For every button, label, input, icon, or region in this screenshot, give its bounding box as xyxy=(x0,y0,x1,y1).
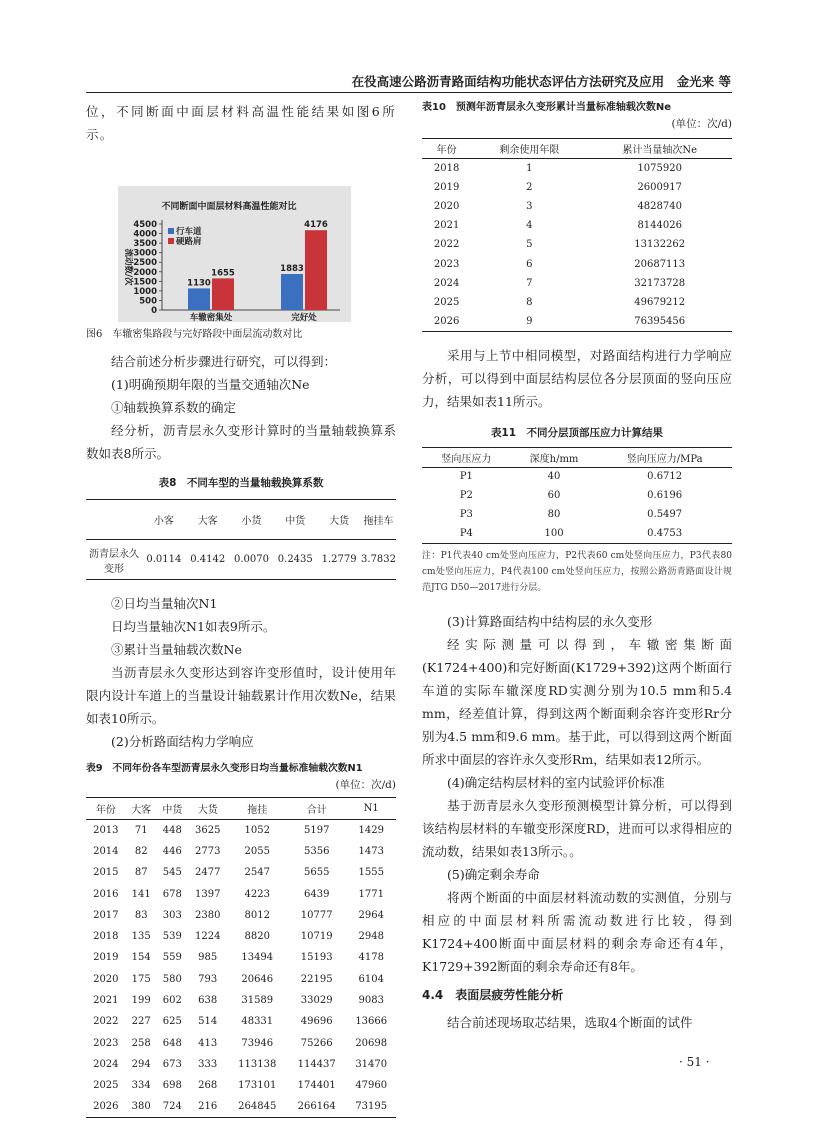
table-cell: 227 xyxy=(131,1016,151,1028)
table-cell: 2024 xyxy=(433,277,460,289)
table-cell: 80 xyxy=(547,509,561,521)
table-row xyxy=(422,486,732,505)
table-row xyxy=(86,1054,396,1075)
table-row xyxy=(86,947,396,968)
table-cell: 2021 xyxy=(433,220,460,232)
table-cell: 87 xyxy=(134,867,148,879)
table-header-cell: 合计 xyxy=(306,805,327,816)
table-cell: 985 xyxy=(198,952,218,964)
table-cell: 0.4142 xyxy=(190,554,226,565)
table-cell: 0.2435 xyxy=(277,554,313,565)
table-cell: 8012 xyxy=(244,909,270,921)
table-9 xyxy=(86,797,396,1118)
table-cell: 4223 xyxy=(244,888,270,900)
y-tick-label: 500 xyxy=(139,296,157,307)
table-cell: 698 xyxy=(162,1080,182,1092)
table-cell: 2023 xyxy=(93,1037,119,1049)
table-cell: 174401 xyxy=(297,1080,336,1092)
paragraph: (1)明确预期年限的当量交通轴次Ne xyxy=(111,377,310,392)
table-cell: 8 xyxy=(526,296,533,308)
table-cell: 2026 xyxy=(433,315,460,327)
y-tick-label: 3500 xyxy=(133,239,157,250)
table-cell: 2018 xyxy=(93,931,119,943)
table-cell: 13666 xyxy=(355,1016,388,1028)
table-cell: 3 xyxy=(526,200,533,212)
paragraph: 基于沥青层永久变形预测模型计算分析，可以得到该结构层材料的车辙变形深度RD，进而可以求得相应的流动数，结果如表13所示。。 xyxy=(422,797,732,859)
section-heading: 4.4 表面层疲劳性能分析 xyxy=(422,987,564,1002)
table-cell: 5197 xyxy=(303,824,330,836)
table-cell: 20646 xyxy=(241,973,274,985)
table-cell: 2017 xyxy=(93,909,119,921)
table-header-cell: 小客 xyxy=(153,516,174,527)
paragraph: ③累计当量轴载次数Ne xyxy=(111,642,242,657)
bar xyxy=(305,230,327,310)
running-header: 在役高速公路沥青路面结构功能状态评估方法研究及应用 金光来 等 xyxy=(351,74,731,89)
y-tick-label: 4000 xyxy=(133,229,157,240)
table-header-cell: 剩余使用年限 xyxy=(499,145,560,156)
table-row xyxy=(422,312,732,331)
table-header-cell: 拖挂 xyxy=(247,805,268,816)
table-cell: 2023 xyxy=(433,258,460,270)
legend-label: 行车道 xyxy=(176,227,202,237)
table-cell: 2773 xyxy=(194,845,221,857)
table-row xyxy=(86,883,396,904)
table-cell: 2964 xyxy=(358,909,384,921)
table-cell: 2020 xyxy=(433,200,460,212)
table-header-cell: 竖向压应力 xyxy=(441,453,492,465)
table-cell: 380 xyxy=(131,1101,151,1113)
table-cell: 114437 xyxy=(297,1058,336,1070)
table-cell: 559 xyxy=(162,952,182,964)
bar-value-label: 1130 xyxy=(187,278,211,289)
table-cell: 446 xyxy=(162,845,182,857)
legend-label: 硬路肩 xyxy=(176,237,202,247)
table-cell: 2018 xyxy=(433,162,460,174)
x-tick-label: 车辙密集处 xyxy=(189,313,233,323)
bar-value-label: 1883 xyxy=(280,264,304,275)
table-cell: 141 xyxy=(131,888,151,900)
header-rule xyxy=(86,92,732,93)
table-cell: 20698 xyxy=(355,1037,388,1049)
paragraph: ②日均当量轴次N1 xyxy=(111,596,218,611)
page-number: · 51 · xyxy=(679,1055,710,1069)
table-cell: 83 xyxy=(134,909,148,921)
table-cell: 5 xyxy=(526,239,533,251)
table-cell: 0.5497 xyxy=(647,509,683,521)
table-cell: 1 xyxy=(526,162,533,174)
table-row xyxy=(422,254,732,273)
table-cell: 625 xyxy=(162,1016,182,1028)
bar-value-label: 1655 xyxy=(211,268,235,279)
table-cell: 2026 xyxy=(93,1101,119,1113)
table-cell: 2013 xyxy=(93,824,119,836)
table-cell: 173101 xyxy=(238,1080,277,1092)
table-cell: 580 xyxy=(162,973,182,985)
table-cell: 33029 xyxy=(300,995,333,1007)
table-cell: 2022 xyxy=(433,239,460,251)
table-cell: 1473 xyxy=(358,845,384,857)
y-tick-label: 2500 xyxy=(133,258,157,269)
table-9-caption: 表9 不同年份各车型沥青层永久变形日均当量标准轴载次数N1 xyxy=(86,763,363,774)
table-cell: 135 xyxy=(131,931,151,943)
table-cell: 334 xyxy=(131,1080,151,1092)
table-11-note: 注：P1代表40 cm处竖向压应力，P2代表60 cm处竖向压应力，P3代表80 cm处竖向压应力，P4代表100 cm处竖向压应力，按照公路沥青路面设计规范JTG D50—2017进行分层。 xyxy=(422,550,732,593)
table-cell: 4828740 xyxy=(637,200,682,212)
table-header-cell: 深度h/mm xyxy=(529,453,579,465)
table-cell: 448 xyxy=(162,824,182,836)
table-cell: 47960 xyxy=(355,1080,388,1092)
table-cell: 2477 xyxy=(194,867,221,879)
table-cell: P4 xyxy=(459,527,473,539)
table-header-cell: 中货 xyxy=(162,805,183,816)
right-column xyxy=(422,100,732,1034)
table-cell: 7 xyxy=(526,277,533,289)
table-cell: 2600917 xyxy=(637,181,682,193)
table-cell: 75266 xyxy=(300,1037,333,1049)
table-cell: 0.6712 xyxy=(647,471,683,483)
table-cell: 2380 xyxy=(194,909,221,921)
table-cell: 5356 xyxy=(303,845,330,857)
table-cell: 1075920 xyxy=(637,162,682,174)
intro-paragraph: 位，不同断面中面层材料高温性能结果如图6所示。 xyxy=(86,104,396,142)
table-8 xyxy=(86,499,396,580)
paragraph: ①轴载换算系数的确定 xyxy=(111,400,237,415)
table-cell: 638 xyxy=(198,995,218,1007)
table-row xyxy=(86,1096,396,1117)
table-cell: 294 xyxy=(131,1058,151,1070)
table-cell: 32173728 xyxy=(634,277,686,289)
table-cell: 2020 xyxy=(93,973,119,985)
table-11-caption: 表11 不同分层顶部压应力计算结果 xyxy=(490,426,664,439)
table-cell: 2025 xyxy=(433,296,460,308)
table-cell: 13132262 xyxy=(634,239,686,251)
table-cell: 71 xyxy=(134,824,148,836)
paragraph: 经实际测量可以得到，车辙密集断面(K1724+400)和完好断面(K1729+392)这两个断面行车道的实际车辙深度RD实测分别为10.5 mm和5.4 mm，经差值计算，得到这两个断面剩余容许变形Rr分别为4.5 mm和9.6 mm。基于此，可以得到这两个断面所求中面层的容许永久变形Rm，结果如表12所示。 xyxy=(422,636,732,767)
table-cell: 113138 xyxy=(238,1058,277,1070)
table-row xyxy=(86,820,396,841)
table-cell: 0.0114 xyxy=(146,554,182,565)
paragraph: (3)计算路面结构中结构层的永久变形 xyxy=(447,613,653,629)
table-row xyxy=(86,862,396,883)
table-row xyxy=(422,197,732,216)
table-cell: 2014 xyxy=(93,845,119,857)
table-cell: 264845 xyxy=(238,1101,277,1113)
table-cell: 2024 xyxy=(93,1058,119,1070)
table-cell: 1.2779 xyxy=(321,554,357,565)
table-row xyxy=(86,1011,396,1032)
paragraph: 结合前述分析步骤进行研究，可以得到： xyxy=(111,354,337,369)
x-tick-label: 完好处 xyxy=(291,313,317,323)
table-cell: 1771 xyxy=(358,888,384,900)
table-cell: 1052 xyxy=(244,824,270,836)
figure-6-caption: 图6 车辙密集路段与完好路段中面层流动数对比 xyxy=(86,329,303,340)
table-cell: 100 xyxy=(544,527,564,539)
table-cell: 22195 xyxy=(300,973,333,985)
paragraph: 结合前述现场取芯结果，选取4个断面的试件 xyxy=(447,1014,693,1030)
table-row xyxy=(422,524,732,543)
table-header-cell: 大货 xyxy=(197,805,218,816)
y-axis-label: 流动数/次 xyxy=(123,248,133,286)
legend-swatch xyxy=(168,238,174,244)
table-row xyxy=(86,969,396,990)
table-cell: 2021 xyxy=(93,995,119,1007)
table-cell: 10777 xyxy=(300,909,333,921)
table-cell: P3 xyxy=(459,509,473,521)
table-header-cell: 累计当量轴次Ne xyxy=(622,145,698,156)
table-cell: 1429 xyxy=(358,824,384,836)
paragraph: 采用与上节中相同模型，对路面结构进行力学响应分析，可以得到中面层结构层位各分层顶面的竖向压应力，结果如表11所示。 xyxy=(422,347,732,409)
table-cell: 6 xyxy=(526,258,533,270)
table-11 xyxy=(422,447,732,544)
table-cell: 49696 xyxy=(300,1016,333,1028)
table-cell: 0.0070 xyxy=(233,554,269,565)
y-tick-label: 4500 xyxy=(133,220,157,230)
table-cell: 258 xyxy=(131,1037,151,1049)
table-cell: 724 xyxy=(162,1101,182,1113)
paragraph: 将两个断面的中面层材料流动数的实测值，分别与相应的中面层材料所需流动数进行比较，得到K1724+400断面中面层材料的剩余寿命还有4年，K1729+392断面的剩余寿命还有8年。 xyxy=(422,889,732,974)
table-cell: 9083 xyxy=(358,995,384,1007)
table-cell: 539 xyxy=(162,931,182,943)
table-cell: 175 xyxy=(131,973,151,985)
table-cell: 154 xyxy=(131,952,151,964)
y-tick-label: 0 xyxy=(151,306,157,316)
table-cell: 648 xyxy=(162,1037,182,1049)
paragraph: 日均当量轴次N1如表9所示。 xyxy=(111,619,276,634)
table-cell: 2025 xyxy=(93,1080,119,1092)
table-row xyxy=(422,274,732,293)
table-cell: 545 xyxy=(162,867,182,879)
table-row xyxy=(422,235,732,254)
y-tick-label: 1500 xyxy=(133,277,157,288)
paragraph: (2)分析路面结构力学响应 xyxy=(111,734,254,749)
table-cell: 76395456 xyxy=(634,315,686,327)
table-cell: 1555 xyxy=(358,867,384,879)
table-cell: 678 xyxy=(162,888,182,900)
table-cell: P1 xyxy=(459,471,473,483)
table-header-cell: 小货 xyxy=(241,516,262,527)
table-cell: 49679212 xyxy=(634,296,686,308)
table-header-cell: 年份 xyxy=(436,145,457,156)
table-cell: 40 xyxy=(547,471,561,483)
table-cell: 60 xyxy=(547,490,561,502)
table-cell: 73946 xyxy=(241,1037,274,1049)
table-cell: 0.4753 xyxy=(647,527,683,539)
table-cell: 6439 xyxy=(303,888,330,900)
table-header-cell: N1 xyxy=(363,803,379,814)
table-header-cell: 拖挂车 xyxy=(363,516,394,527)
table-cell: 2948 xyxy=(358,931,384,943)
bar xyxy=(188,288,210,310)
table-cell: 1397 xyxy=(194,888,221,900)
paragraph: (4)确定结构层材料的室内试验评价标准 xyxy=(447,774,665,790)
table-header-cell: 竖向压应力/MPa xyxy=(626,453,703,465)
table-cell: 303 xyxy=(162,909,182,921)
table-cell: 31470 xyxy=(355,1058,388,1070)
table-cell: 3625 xyxy=(194,824,221,836)
table-10-caption: 表10 预测年沥青层永久变形累计当量标准轴载次数Ne xyxy=(422,102,672,113)
paragraph: 当沥青层永久变形达到容许变形值时，设计使用年限内设计车道上的当量设计轴载累计作用次数Ne，结果如表10所示。 xyxy=(86,665,396,726)
table-cell: 73195 xyxy=(355,1101,388,1113)
y-tick-label: 3000 xyxy=(133,248,157,259)
legend-swatch xyxy=(168,228,174,234)
table-cell: 48331 xyxy=(241,1016,274,1028)
table-row xyxy=(86,990,396,1011)
table-cell: 673 xyxy=(162,1058,182,1070)
table-cell: 6104 xyxy=(358,973,384,985)
table-cell: 9 xyxy=(526,315,533,327)
table-cell: 4 xyxy=(526,220,533,232)
table-cell: 15193 xyxy=(300,952,333,964)
table-cell: 2 xyxy=(526,181,533,193)
flow-number-chart xyxy=(86,146,396,326)
table-cell: 793 xyxy=(198,973,218,985)
left-column xyxy=(86,100,396,1118)
table-header-cell: 大客 xyxy=(131,805,152,816)
table-cell: 82 xyxy=(134,845,148,857)
table-cell: 13494 xyxy=(241,952,274,964)
table-cell: 31589 xyxy=(241,995,274,1007)
chart-title: 不同断面中面层材料高温性能对比 xyxy=(161,202,297,212)
paragraph: 经分析，沥青层永久变形计算时的当量轴载换算系数如表8所示。 xyxy=(86,423,396,461)
y-tick-label: 2000 xyxy=(133,267,157,278)
bar xyxy=(212,278,234,310)
table-header-cell: 年份 xyxy=(95,805,116,816)
table-cell: 216 xyxy=(198,1101,218,1113)
table-cell: 2055 xyxy=(244,845,270,857)
table-10 xyxy=(422,138,732,332)
table-header-cell xyxy=(86,500,142,540)
table-9-unit: (单位：次/d) xyxy=(335,779,396,791)
bar xyxy=(281,274,303,310)
table-header-cell: 大货 xyxy=(329,516,350,527)
table-cell: 268 xyxy=(198,1080,218,1092)
table-row xyxy=(422,216,732,235)
paragraph: (5)确定剩余寿命 xyxy=(447,866,540,882)
table-cell: 2016 xyxy=(93,888,119,900)
table-row xyxy=(86,1032,396,1053)
table-cell: P2 xyxy=(459,490,473,502)
table-cell: 8144026 xyxy=(637,220,682,232)
table-header-cell: 大客 xyxy=(197,516,218,527)
table-cell: 4178 xyxy=(358,952,384,964)
table-cell: 333 xyxy=(198,1058,218,1070)
table-cell: 2019 xyxy=(433,181,460,193)
table-row xyxy=(422,293,732,312)
table-10-unit: (单位：次/d) xyxy=(671,118,732,130)
table-cell: 5655 xyxy=(303,867,330,879)
table-cell: 3.7832 xyxy=(361,554,396,565)
table-cell: 1224 xyxy=(194,931,221,943)
table-row xyxy=(86,1075,396,1096)
table-header-cell: 中货 xyxy=(285,516,306,527)
table-cell: 2022 xyxy=(93,1016,119,1028)
table-cell: 602 xyxy=(162,995,182,1007)
table-row xyxy=(422,505,732,524)
table-row xyxy=(86,926,396,947)
table-cell: 413 xyxy=(198,1037,218,1049)
table-cell: 2015 xyxy=(93,867,119,879)
table-row xyxy=(422,467,732,486)
table-cell: 2019 xyxy=(93,952,119,964)
bar-value-label: 4176 xyxy=(304,220,328,231)
table-cell: 20687113 xyxy=(634,258,686,270)
table-cell: 199 xyxy=(131,995,151,1007)
table-cell: 沥青层永久变形 xyxy=(89,548,139,575)
table-cell: 10719 xyxy=(300,931,333,943)
table-cell: 0.6196 xyxy=(647,490,683,502)
table-row xyxy=(86,841,396,862)
table-row xyxy=(422,178,732,197)
table-cell: 514 xyxy=(198,1016,218,1028)
figure-6 xyxy=(86,146,396,326)
table-cell: 8820 xyxy=(244,931,270,943)
table-row xyxy=(86,905,396,926)
table-8-caption: 表8 不同车型的当量轴载换算系数 xyxy=(158,477,324,489)
y-tick-label: 1000 xyxy=(133,286,157,297)
table-cell: 2547 xyxy=(244,867,270,879)
table-row xyxy=(422,159,732,178)
table-cell: 266164 xyxy=(297,1101,336,1113)
